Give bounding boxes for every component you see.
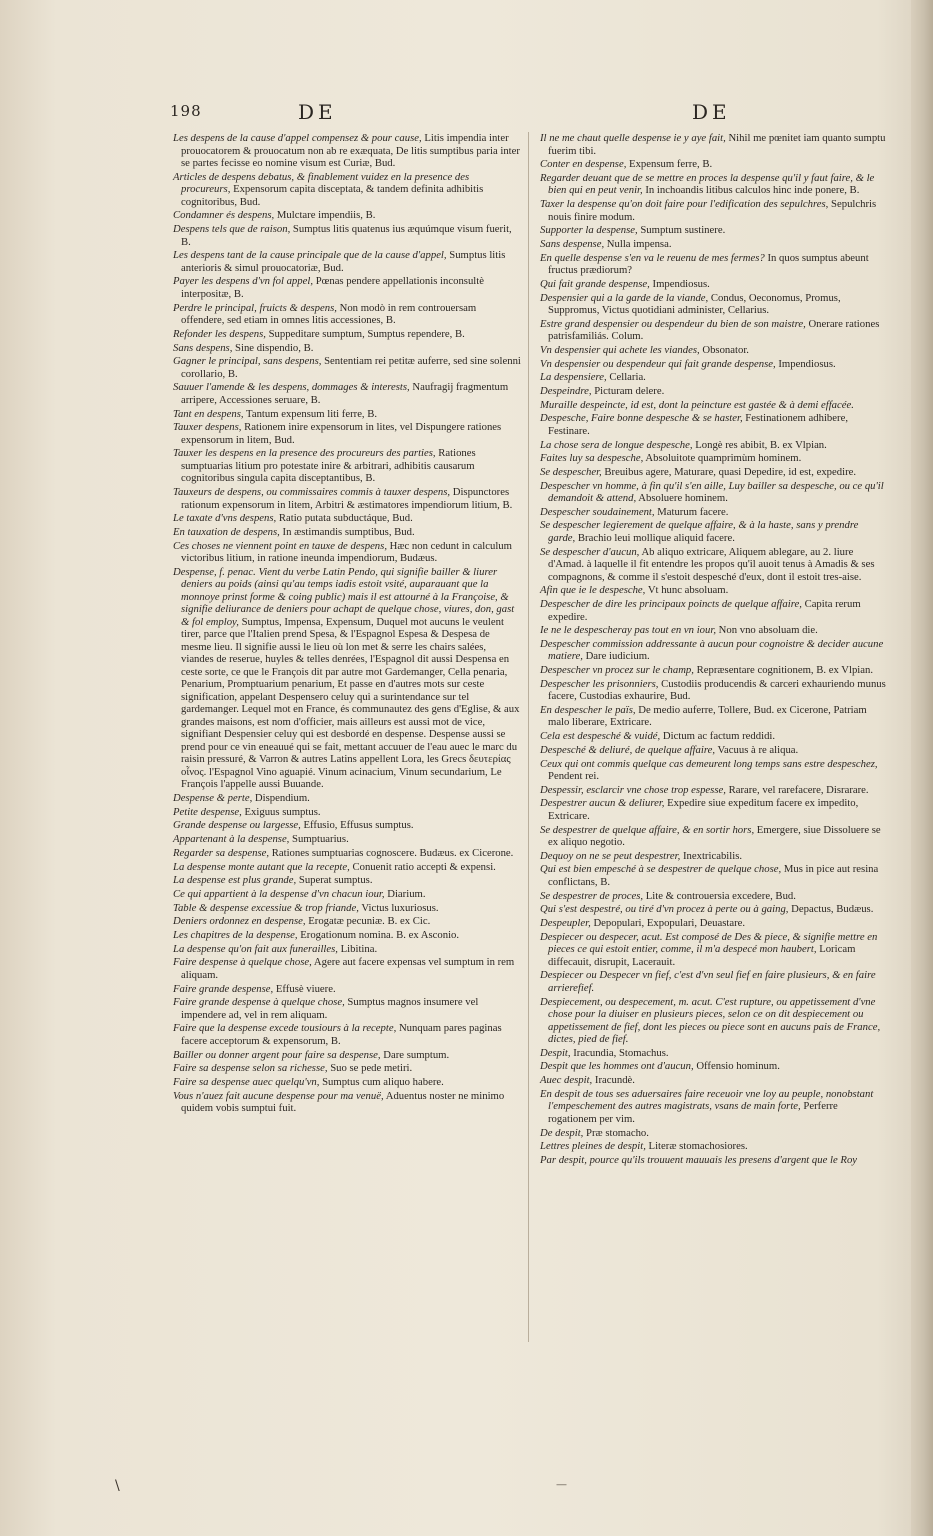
dictionary-entry xyxy=(173,566,521,791)
dictionary-entry xyxy=(540,917,888,930)
entry-french: Payer les despens d'vn fol appel, xyxy=(173,275,314,288)
dictionary-entry xyxy=(540,344,888,357)
dictionary-entry xyxy=(540,1060,888,1073)
entry-latin: Præ stomacho. xyxy=(586,1126,649,1139)
entry-french: Dequoy on ne se peut despestrer, xyxy=(540,849,681,862)
entry-french: Taxer la despense qu'on doit faire pour l'edification des sepulchres, xyxy=(540,198,829,211)
entry-french: Despescher commission addressante à aucun pour cognoistre & decider aucune matiere, xyxy=(540,637,884,663)
entry-latin: Dispunctores rationum expensorum in litem, Arbitri & æstimatores impendiorum litium, B. xyxy=(181,486,513,511)
dictionary-entry xyxy=(173,1076,521,1089)
entry-french: Despensier qui a la garde de la viande, xyxy=(540,291,709,304)
entry-latin: Tantum expensum liti ferre, B. xyxy=(246,407,378,420)
dictionary-entry xyxy=(173,861,521,874)
entry-latin: Impendiosus. xyxy=(778,357,836,370)
entry-french: Despiecer ou despecer, acut. Est composé de Des & piece, & signifie mettre en pieces ce qui estoit entier, comme, il m'a despecé mon haubert, xyxy=(540,930,878,956)
entry-french: Sans despense, xyxy=(540,237,605,250)
entry-french: Bailler ou donner argent pour faire sa despense, xyxy=(173,1048,381,1061)
dictionary-entry xyxy=(540,480,888,505)
entry-latin: Suppeditare sumptum, Sumptus rependere, B. xyxy=(268,327,465,340)
entry-latin: Onerare rationes patrisfamiliás. Colum. xyxy=(548,317,880,343)
entry-latin: Breuibus agere, Maturare, quasi Depedire, id est, expedire. xyxy=(604,465,857,478)
dictionary-entry xyxy=(173,209,521,222)
entry-french: Regarder deuant que de se mettre en proces la despense qu'il y faut faire, & le bien qui en peut venir, xyxy=(540,171,875,197)
entry-french: Cela est despesché & vuidé, xyxy=(540,730,661,743)
dictionary-entry xyxy=(540,506,888,519)
dictionary-entry xyxy=(540,519,888,544)
entry-french: Les despens de la cause d'appel compensez & pour cause, xyxy=(173,132,422,144)
entry-french: Qui s'est despestré, ou tiré d'vn procez à perte ou à gaing, xyxy=(540,903,789,916)
dictionary-entry xyxy=(540,931,888,969)
entry-latin: Expedire siue expeditum facere ex impedito, Extricare. xyxy=(548,797,859,822)
dictionary-entry xyxy=(540,1074,888,1087)
entry-latin: Suo se pede metiri. xyxy=(330,1062,413,1075)
entry-french: Conter en despense, xyxy=(540,158,627,171)
dictionary-entry xyxy=(173,512,521,525)
entry-french: Qui fait grande despense, xyxy=(540,277,650,290)
dictionary-entry xyxy=(540,890,888,903)
entry-french: Despiecement, ou despecement, m. acut. C'est rupture, ou appetissement d'vne chose pour la diuiser en plusieurs pieces, selon ce on dit despiecement ou appetissement de fief, dont les pieces ou piece sont en aucuns pais de France, dictes, pied de fief. xyxy=(540,995,881,1046)
dictionary-entry xyxy=(540,996,888,1046)
entry-latin: Absoluitote quamprimùm hominem. xyxy=(645,452,802,465)
dictionary-entry xyxy=(540,863,888,888)
dictionary-entry xyxy=(540,598,888,623)
entry-french: Se despescher d'aucun, xyxy=(540,545,640,558)
dictionary-entry xyxy=(173,1049,521,1062)
entry-french: Les chapitres de la despense, xyxy=(173,928,298,941)
dictionary-entry xyxy=(173,819,521,832)
dictionary-entry xyxy=(540,1140,888,1153)
dictionary-entry xyxy=(173,929,521,942)
dictionary-entry xyxy=(173,956,521,981)
entry-latin: Diarium. xyxy=(387,887,426,900)
entry-french: Despescher soudainement, xyxy=(540,505,655,518)
entry-latin: Offensio hominum. xyxy=(696,1060,780,1073)
entry-french: Despestrer aucun & deliurer, xyxy=(540,797,665,810)
dictionary-entry xyxy=(173,540,521,565)
entry-french: Qui est bien empesché à se despestrer de quelque chose, xyxy=(540,863,782,876)
entry-french: Il ne me chaut quelle despense ie y aye fait, xyxy=(540,132,726,144)
entry-french: La despense monte autant que la recepte, xyxy=(173,860,350,873)
entry-latin: Depactus, Budæus. xyxy=(791,903,874,916)
dictionary-entry xyxy=(540,704,888,729)
entry-french: Despesché & deliuré, de quelque affaire, xyxy=(540,743,716,756)
stray-dash: — xyxy=(556,1478,567,1491)
entry-french: Perdre le principal, fruicts & despens, xyxy=(173,301,337,314)
entry-latin: Sine dispendio, B. xyxy=(235,341,314,354)
dictionary-entry xyxy=(540,784,888,797)
entry-latin: Expensorum capita disceptata, & tandem definita adhibitis cognitoribus, Bud. xyxy=(181,183,484,208)
entry-latin: Literæ stomachosiores. xyxy=(648,1140,748,1153)
dictionary-entry xyxy=(173,792,521,805)
entry-latin: Maturum facere. xyxy=(657,505,729,518)
entry-latin: Condus, Oeconomus, Promus, Suppromus, Victus quotidiani administer, Cellarius. xyxy=(548,291,841,316)
entry-french: Faire despense à quelque chose, xyxy=(173,956,312,969)
entry-latin: Sumptus, Impensa, Expensum, Duquel mot aucuns le veulent tirer, parce que l'Italien prend Spesa, & l'Espagnol Espesa & Despesa de mesme lieu. Il signifie aussi le lieu où lon met & serre les chairs salées, viandes de reserue, huyles & telles denrées, l'Espagnol dit aussi Despensa en ceste sorte, ce que le François dit par autre mot Gardemanger, Cella penaria, Penarium, Promptuarium penarium, Et passe en d'autres mots sur ceste signification, appelant Despensero celuy qui a surintendance sur tel gardemanger. Lequel mot en France, és communautez des gens d'Eglise, & aux grandes maisons, est nom d'officier, mais ailleurs est aussi mot de vice, signifiant Despensier celuy qui est desbordé en despense. Despense aussi se prend pour ce vin eneauué qui se fait, mettant accuuer de l'eau auec le marc du raisin pressuré, & Varron & autres Latins appellent Lora, les Grecs δευτερίας οἶνος. l'Espagnol Vino aguapié. Vinum acinacium, Vinum secundarium, Le François l'appelle aussi Buuande. xyxy=(181,615,520,791)
entry-latin: Nulla impensa. xyxy=(606,237,672,250)
dictionary-entry xyxy=(540,466,888,479)
entry-french: La despensiere, xyxy=(540,371,607,384)
entry-latin: Sumptuarius. xyxy=(292,833,349,846)
entry-latin: Absoluere hominem. xyxy=(638,492,728,505)
dictionary-entry xyxy=(173,1022,521,1047)
dictionary-entry xyxy=(173,447,521,485)
entry-french: Despit, xyxy=(540,1046,571,1059)
entry-latin: Dispendium. xyxy=(254,792,310,805)
dictionary-entry xyxy=(540,132,888,157)
entry-french: Muraille despeincte, id est, dont la peincture est gastée & à demi effacée. xyxy=(540,398,854,411)
entry-latin: Pœnas pendere appellationis inconsultè interpositæ, B. xyxy=(181,275,484,300)
entry-french: Condamner és despens, xyxy=(173,209,275,222)
entry-french: Grande despense ou largesse, xyxy=(173,819,301,832)
dictionary-entry xyxy=(173,526,521,539)
entry-latin: Erogatæ pecuniæ. B. ex Cic. xyxy=(308,915,431,928)
entry-french: Les despens tant de la cause principale que de la cause d'appel, xyxy=(173,249,447,262)
entry-french: Despessir, esclarcir vne chose trop espesse, xyxy=(540,783,726,796)
entry-latin: Sumptus magnos insumere vel impendere ad, vel in rem aliquam. xyxy=(181,996,479,1021)
entry-latin: Conuenit ratio accepti & expensi. xyxy=(352,860,496,873)
dictionary-entry xyxy=(540,969,888,994)
entry-french: Despescher de dire les principaux poincts de quelque affaire, xyxy=(540,598,802,610)
dictionary-entry xyxy=(173,486,521,511)
dictionary-entry xyxy=(540,1088,888,1126)
dictionary-entry xyxy=(540,758,888,783)
entry-french: En quelle despense s'en va le reuenu de mes fermes? xyxy=(540,251,765,264)
dictionary-entry xyxy=(173,342,521,355)
dictionary-entry xyxy=(540,730,888,743)
entry-latin: Brachio leui mollique aliquid facere. xyxy=(577,531,735,544)
dictionary-entry xyxy=(540,638,888,663)
entry-latin: Aduentus noster ne minimo quidem vobis sumptui fuit. xyxy=(181,1089,505,1115)
dictionary-entry xyxy=(540,624,888,637)
dictionary-entry xyxy=(540,744,888,757)
dictionary-entry xyxy=(540,292,888,317)
dictionary-entry xyxy=(173,1062,521,1075)
entry-latin: Iracundia, Stomachus. xyxy=(573,1046,669,1059)
entry-latin: Nihil me pœnitet iam quanto sumptu fuerim tibi. xyxy=(548,132,886,157)
dictionary-entry xyxy=(540,198,888,223)
entry-french: Despeupler, xyxy=(540,917,591,929)
dictionary-entry xyxy=(540,903,888,916)
entry-french: Ces choses ne viennent point en tauxe de despens, xyxy=(173,539,387,552)
entry-latin: Rationes sumptuarias litium pro potestate inire & arbitrari, adhibitis causarum cognitoribus singula capita disceptantibus, B. xyxy=(181,447,476,485)
dictionary-entry xyxy=(173,171,521,209)
entry-french: Vn despensier ou despendeur qui fait grande despense, xyxy=(540,357,776,370)
entry-french: Appartenant à la despense, xyxy=(173,833,290,846)
entry-latin: Effusio, Effusus sumptus. xyxy=(303,819,414,832)
entry-french: Faire sa despense selon sa richesse, xyxy=(173,1062,328,1075)
entry-french: Faire grande despense, xyxy=(173,982,274,995)
entry-french: Ie ne le despescheray pas tout en vn iour, xyxy=(540,624,716,637)
entry-latin: Victus luxuriosus. xyxy=(361,901,439,914)
entry-french: En despit de tous ses aduersaires faire receuoir vne loy au peuple, nonobstant l'empeschement des autres magistrats, vsans de main forte, xyxy=(540,1087,874,1113)
dictionary-entry xyxy=(540,358,888,371)
entry-latin: Dare sumptum. xyxy=(383,1048,450,1061)
entry-latin: Impendiosus. xyxy=(652,277,710,290)
entry-french: La chose sera de longue despesche, xyxy=(540,438,693,451)
entry-french: Tauxer les despens en la presence des procureurs des parties, xyxy=(173,447,436,460)
entry-latin: Loricam diffecauit, disrupit, Lacerauit. xyxy=(548,943,856,968)
page-edge xyxy=(911,0,933,1536)
entry-french: Table & despense excessiue & trop friande, xyxy=(173,901,359,914)
entry-french: Despense, f. penac. Vient du verbe Latin Pendo, qui signifie bailler & liurer deniers au poids (ainsi qu'au temps iadis estoit vsité, auparauant que la monnoye prinst forme & coing public) mais il est attourné à la Françoise, & signifie deliurance de deniers pour achapt de quelque chose, viures, don, gast & fol employ, xyxy=(173,565,515,628)
entry-latin: Expensum ferre, B. xyxy=(629,158,713,171)
entry-latin: Hæc non cedunt in calculum victoribus litium, in ratione ineunda impendiorum, Budæus. xyxy=(181,539,512,565)
entry-french: Tant en despens, xyxy=(173,407,244,420)
dictionary-entry xyxy=(173,421,521,446)
dictionary-entry xyxy=(173,806,521,819)
entry-latin: In æstimandis sumptibus, Bud. xyxy=(282,526,415,538)
entry-latin: Sumptus cum aliquo habere. xyxy=(322,1075,444,1088)
dictionary-entry xyxy=(540,664,888,677)
entry-french: Despeindre, xyxy=(540,384,592,397)
entry-latin: Cellaria. xyxy=(609,371,646,384)
entry-french: Vous n'auez fait aucune despense pour ma venuë, xyxy=(173,1089,384,1102)
dictionary-entry xyxy=(540,224,888,237)
dictionary-entry xyxy=(540,1154,888,1167)
entry-latin: Emergere, siue Dissoluere se ex aliquo negotio. xyxy=(548,823,881,849)
entry-french: Par despit, pource qu'ils trouuent mauuais les presens d'argent que le Roy xyxy=(540,1153,858,1166)
entry-french: Despense & perte, xyxy=(173,792,253,805)
entry-latin: Festinationem adhibere, Festinare. xyxy=(548,412,848,437)
dictionary-entry xyxy=(173,943,521,956)
dictionary-entry xyxy=(173,223,521,248)
dictionary-entry xyxy=(173,833,521,846)
column-divider xyxy=(528,132,529,1342)
running-head-left: DE xyxy=(298,100,337,124)
entry-french: Lettres pleines de despit, xyxy=(540,1140,646,1153)
entry-latin: Non vno absoluam die. xyxy=(718,624,818,637)
entry-latin: Mulctare impendiis, B. xyxy=(276,209,376,222)
entry-french: Despit que les hommes ont d'aucun, xyxy=(540,1060,694,1073)
dictionary-entry xyxy=(173,915,521,928)
entry-french: Estre grand despensier ou despendeur du bien de son maistre, xyxy=(540,317,806,330)
entry-latin: Litis impendia inter prouocatorem & prouocatum non ab re exæquata, De litis sumptibus paria inter se partes fecisse eo nomine visum est Curiæ, Bud. xyxy=(181,132,520,169)
entry-latin: Rarare, vel rarefacere, Disrarare. xyxy=(728,783,869,796)
entry-french: Despescher les prisonniers, xyxy=(540,677,659,690)
dictionary-entry xyxy=(173,328,521,341)
entry-latin: Exiguus sumptus. xyxy=(244,805,321,818)
dictionary-entry xyxy=(540,678,888,703)
entry-latin: Picturam delere. xyxy=(594,384,665,397)
dictionary-entry xyxy=(540,797,888,822)
entry-latin: Superat sumptus. xyxy=(298,874,373,887)
dictionary-entry xyxy=(540,238,888,251)
entry-french: Despiecer ou Despecer vn fief, c'est d'vn seul fief en faire plusieurs, & en faire arrierefief. xyxy=(540,969,876,994)
entry-latin: Erogationum nomina. B. ex Asconio. xyxy=(300,928,460,941)
entry-french: La despense qu'on fait aux funerailles, xyxy=(173,942,338,955)
entry-french: Faire grande despense à quelque chose, xyxy=(173,996,345,1009)
entry-french: Refonder les despens, xyxy=(173,327,266,340)
dictionary-entry xyxy=(540,452,888,465)
entry-french: Faire sa despense auec quelqu'vn, xyxy=(173,1075,320,1088)
entry-latin: Obsonator. xyxy=(702,343,749,356)
dictionary-entry xyxy=(173,996,521,1021)
entry-french: Se despestrer de quelque affaire, & en sortir hors, xyxy=(540,823,755,836)
entry-latin: Sumptus litis anterioris & simul prouocatoriæ, Bud. xyxy=(181,249,506,274)
dictionary-entry xyxy=(540,158,888,171)
entry-french: Se despestrer de proces, xyxy=(540,889,644,902)
dictionary-entry xyxy=(540,824,888,849)
entry-latin: Ratio putata subductáque, Bud. xyxy=(278,512,413,525)
entry-latin: Naufragij fragmentum arripere, Accessiones seruare, B. xyxy=(181,381,509,406)
entry-latin: Sepulchris nouis finire modum. xyxy=(548,198,877,223)
stray-mark: \ xyxy=(115,1478,120,1494)
dictionary-entry xyxy=(173,132,521,170)
entry-french: Petite despense, xyxy=(173,805,242,818)
entry-french: Sauuer l'amende & les despens, dommages & interests, xyxy=(173,381,410,394)
entry-french: En tauxation de despens, xyxy=(173,526,280,538)
dictionary-entry xyxy=(173,983,521,996)
entry-latin: Libitina. xyxy=(340,942,378,955)
entry-latin: Non modò in rem controuersam offendere, sed etiam in omnes litis accessiones, B. xyxy=(181,301,477,327)
dictionary-entry xyxy=(173,1090,521,1115)
entry-latin: Longè res abibit, B. ex Vlpian. xyxy=(695,438,827,451)
entry-latin: Sumptus litis quatenus ius æquúmque visum fuerit, B. xyxy=(181,223,512,248)
entry-latin: Capita rerum expedire. xyxy=(548,598,861,623)
entry-latin: Mus in pice aut resina conflictans, B. xyxy=(548,863,879,888)
dictionary-entry xyxy=(173,408,521,421)
entry-latin: Rationem inire expensorum in lites, vel Dispungere rationes expensorum in litem, Bud. xyxy=(181,421,502,446)
dictionary-entry xyxy=(540,399,888,412)
entry-latin: Inextricabilis. xyxy=(682,849,743,862)
dictionary-entry xyxy=(540,850,888,863)
dictionary-entry xyxy=(540,412,888,437)
entry-latin: Depopulari, Expopulari, Deuastare. xyxy=(593,917,746,929)
dictionary-entry xyxy=(540,1127,888,1140)
entry-french: Despens tels que de raison, xyxy=(173,223,291,236)
dictionary-entry xyxy=(173,874,521,887)
entry-latin: Iracundè. xyxy=(594,1074,635,1087)
entry-french: Regarder sa despense, xyxy=(173,846,270,859)
entry-latin: Effusè viuere. xyxy=(275,982,336,995)
entry-french: Le taxate d'vns despens, xyxy=(173,512,277,525)
entry-latin: Agere aut facere expensas vel sumptum in rem aliquam. xyxy=(181,956,515,981)
dictionary-entry xyxy=(540,1047,888,1060)
running-head-right: DE xyxy=(692,100,731,124)
entry-french: La despense est plus grande, xyxy=(173,874,297,887)
entry-latin: Perferre rogationem per vim. xyxy=(548,1100,838,1125)
entry-latin: Pendent rei. xyxy=(548,770,600,782)
entry-latin: Lite & controuersia excedere, Bud. xyxy=(645,889,796,902)
entry-latin: Rationes sumptuarias cognoscere. Budæus. ex Cicerone. xyxy=(271,846,514,859)
dictionary-entry xyxy=(540,278,888,291)
entry-latin: Vt hunc absoluam. xyxy=(647,584,729,597)
entry-french: Se despescher legierement de quelque affaire, & à la haste, sans y prendre garde, xyxy=(540,519,859,544)
dictionary-entry xyxy=(173,355,521,380)
entry-latin: Ab aliquo extricare, Aliquem ablegare, au 2. liure d'Amad. à laquelle il fit entendre les propos qu'il auoit tenus à Amadis & ses compagnons, & comme il s'estoit despesché d'eux, dont il estoit tres-aise. xyxy=(548,545,875,583)
entry-latin: De medio auferre, Tollere, Bud. ex Cicerone, Patriam malo liberare, Extricare. xyxy=(548,703,867,729)
entry-latin: Sententiam rei petitæ auferre, sed sine solenni corollario, B. xyxy=(181,355,521,380)
entry-french: Ceux qui ont commis quelque cas demeurent long temps sans estre despeschez, xyxy=(540,757,878,770)
entry-french: Se despescher, xyxy=(540,465,602,478)
dictionary-entry xyxy=(540,546,888,584)
right-column xyxy=(540,132,888,1168)
dictionary-entry xyxy=(173,249,521,274)
dictionary-entry xyxy=(173,902,521,915)
dictionary-entry xyxy=(173,275,521,300)
entry-french: Sans despens, xyxy=(173,341,233,354)
dictionary-entry xyxy=(540,371,888,384)
entry-latin: Dictum ac factum reddidi. xyxy=(662,730,776,743)
page-number: 198 xyxy=(170,102,202,120)
entry-french: Tauxer despens, xyxy=(173,421,242,434)
entry-latin: Custodiis producendis & carceri exhauriendo munus facere, Custodias exhaurire, Bud. xyxy=(548,677,886,703)
entry-french: Despescher vn procez sur le champ, xyxy=(540,664,694,677)
dictionary-entry xyxy=(540,385,888,398)
entry-french: Supporter la despense, xyxy=(540,224,638,237)
entry-french: Despesche, Faire bonne despesche & se haster, xyxy=(540,412,743,425)
entry-french: De despit, xyxy=(540,1126,584,1139)
dictionary-entry xyxy=(173,888,521,901)
entry-latin: In inchoandis litibus calculos hinc inde ponere, B. xyxy=(645,184,860,197)
entry-french: Gagner le principal, sans despens, xyxy=(173,355,322,368)
entry-latin: Repræsentare cognitionem, B. ex Vlpian. xyxy=(696,664,874,677)
entry-french: Tauxeurs de despens, ou commissaires commis à tauxer despens, xyxy=(173,486,451,499)
entry-french: Deniers ordonnez en despense, xyxy=(173,915,306,928)
entry-french: Afin que ie le despesche, xyxy=(540,584,646,597)
dictionary-entry xyxy=(173,847,521,860)
entry-french: Faire que la despense excede tousiours à la recepte, xyxy=(173,1022,397,1035)
entry-french: Articles de despens debatus, & finablement vuidez en la presence des procureurs, xyxy=(173,170,470,196)
entry-french: Despescher vn homme, à fin qu'il s'en aille, Luy bailler sa despesche, ou ce qu'il demandoit & attend, xyxy=(540,479,884,505)
dictionary-entry xyxy=(173,381,521,406)
dictionary-entry xyxy=(540,172,888,197)
entry-latin: Sumptum sustinere. xyxy=(640,224,726,237)
dictionary-entry xyxy=(540,318,888,343)
entry-french: Vn despensier qui achete les viandes, xyxy=(540,343,700,356)
entry-french: Ce qui appartient à la despense d'vn chacun iour, xyxy=(173,887,385,900)
entry-french: Faites luy sa despesche, xyxy=(540,452,644,465)
entry-french: Auec despit, xyxy=(540,1074,593,1087)
dictionary-entry xyxy=(173,302,521,327)
page-header xyxy=(170,100,890,128)
left-column xyxy=(173,132,521,1116)
dictionary-entry xyxy=(540,439,888,452)
entry-latin: In quos sumptus abeunt fructus prædiorum? xyxy=(548,251,869,277)
entry-latin: Vacuus à re aliqua. xyxy=(717,743,799,756)
entry-latin: Nunquam pares paginas facere acceptorum & expensorum, B. xyxy=(181,1022,502,1047)
entry-french: En despescher le païs, xyxy=(540,703,636,716)
entry-latin: Dare iudicium. xyxy=(585,650,650,663)
dictionary-entry xyxy=(540,584,888,597)
dictionary-entry xyxy=(540,252,888,277)
